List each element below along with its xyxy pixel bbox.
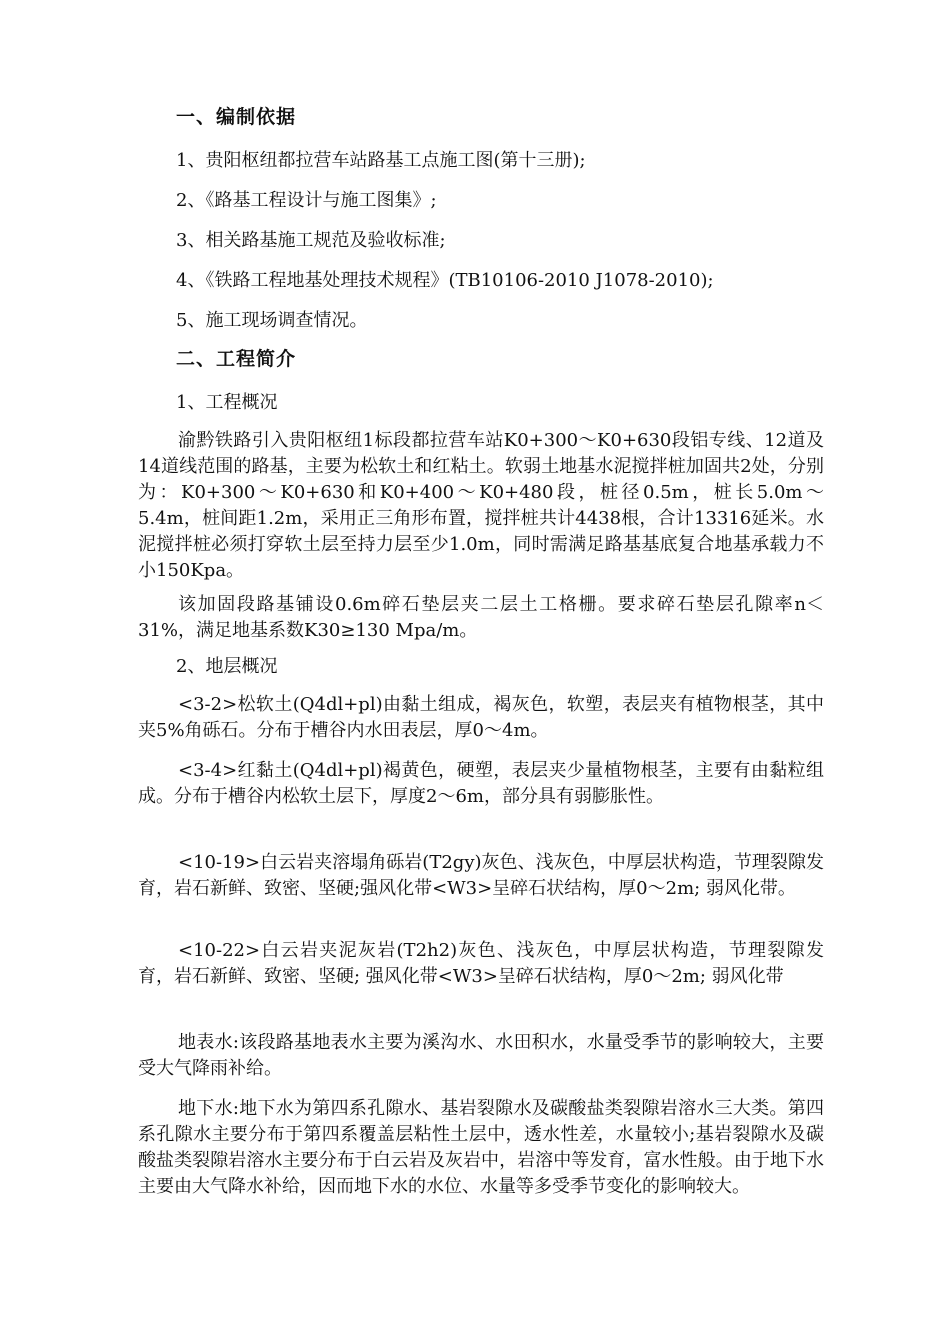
subheading-strata-overview: 2、地层概况 — [176, 656, 278, 677]
paragraph-surface-water: 地表水:该段路基地表水主要为溪沟水、水田积水，水量受季节的影响较大，主要受大气降雨补给。 — [138, 1032, 824, 1079]
heading-project-overview: 二、工程简介 — [176, 348, 297, 370]
paragraph-groundwater: 地下水:地下水为第四系孔隙水、基岩裂隙水及碳酸盐类裂隙岩溶水三大类。第四系孔隙水主要分布于第四系覆盖层粘性土层中，透水性差，水量较小;基岩裂隙水及碳酸盐类裂隙岩溶水主要分布于白云岩及灰岩中，岩溶中等发育，富水性般。由于地下水主要由大气降水补给，因而地下水的水位、水量等多受季节变化的影响较大。 — [138, 1098, 824, 1197]
heading-compilation-basis: 一、编制依据 — [176, 106, 297, 128]
basis-item-3: 3、相关路基施工规范及验收标准; — [176, 230, 446, 251]
paragraph-project-summary: 渝黔铁路引入贵阳枢纽1标段都拉营车站K0+300～K0+630段铝专线、12道及14道线范围的路基，主要为松软土和红粘土。软弱土地基水泥搅拌桩加固共2处，分别为：K0+300～K0+630和K0+400～K0+480段，桩径0.5m，桩长5.0m～5.4m，桩间距1.2m，采用正三角形布置，搅拌桩共计4438根，合计13316延米。水泥搅拌桩必须打穿软土层至持力层至少1.0m，同时需满足路基基底复合地基承载力不小150Kpa。 — [138, 430, 824, 581]
paragraph-red-clay: <3-4>红黏土(Q4dl+pl)褐黄色，硬塑，表层夹少量植物根茎，主要有由黏粒组成。分布于槽谷内松软土层下，厚度2～6m，部分具有弱膨胀性。 — [138, 760, 824, 807]
subheading-project-summary: 1、工程概况 — [176, 392, 278, 413]
paragraph-dolomite-breccia: <10-19>白云岩夹溶塌角砾岩(T2gy)灰色、浅灰色，中厚层状构造，节理裂隙发育，岩石新鲜、致密、坚硬;强风化带<W3>呈碎石状结构，厚0～2m; 弱风化带。 — [138, 852, 824, 899]
basis-item-4: 4、《铁路工程地基处理技术规程》(TB10106-2010 J1078-2010); — [176, 270, 714, 291]
paragraph-dolomite-marl: <10-22>白云岩夹泥灰岩(T2h2)灰色、浅灰色，中厚层状构造，节理裂隙发育，岩石新鲜、致密、坚硬; 强风化带<W3>呈碎石状结构，厚0～2m; 弱风化带 — [138, 940, 824, 987]
paragraph-soft-soil: <3-2>松软土(Q4dl+pl)由黏土组成，褐灰色，软塑，表层夹有植物根茎，其中夹5%角砾石。分布于槽谷内水田表层，厚0～4m。 — [138, 694, 824, 741]
basis-item-5: 5、施工现场调查情况。 — [176, 310, 368, 331]
basis-item-2: 2、《路基工程设计与施工图集》; — [176, 190, 437, 211]
basis-item-1: 1、贵阳枢纽都拉营车站路基工点施工图(第十三册); — [176, 150, 586, 171]
paragraph-gravel-cushion: 该加固段路基铺设0.6m碎石垫层夹二层土工格栅。要求碎石垫层孔隙率n＜31%，满足地基系数K30≥130 Mpa/m。 — [138, 594, 824, 641]
